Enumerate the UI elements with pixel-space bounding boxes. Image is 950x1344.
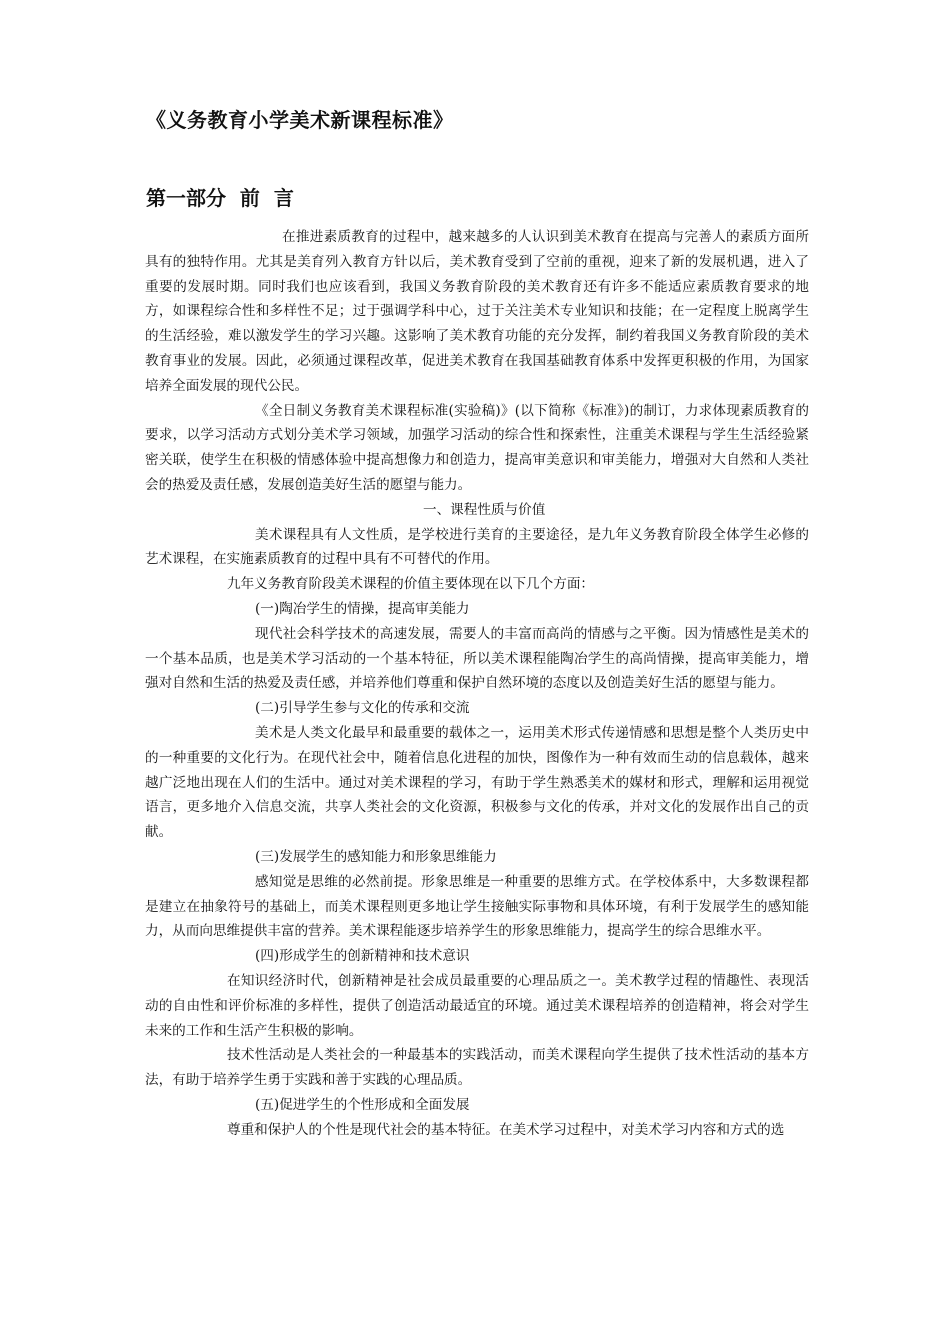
document-body xyxy=(145,225,809,1142)
paragraph-heading: (二)引导学生参与文化的传承和交流 xyxy=(255,700,470,717)
paragraph: 技术性活动是人类社会的一种最基本的实践活动，而美术课程向学生提供了技术性活动的基本方法，有助于培养学生勇于实践和善于实践的心理品质。 xyxy=(145,1047,809,1089)
paragraph-heading: (三)发展学生的感知能力和形象思维能力 xyxy=(255,848,497,865)
paragraph-heading: (五)促进学生的个性形成和全面发展 xyxy=(255,1096,470,1113)
paragraph-heading: (一)陶冶学生的情操，提高审美能力 xyxy=(255,600,470,617)
paragraph-heading: 一、课程性质与价值 xyxy=(423,501,546,518)
paragraph: 美术课程具有人文性质，是学校进行美育的主要途径，是九年义务教育阶段全体学生必修的艺术课程，在实施素质教育的过程中具有不可替代的作用。 xyxy=(145,526,809,568)
paragraph: 美术是人类文化最早和最重要的载体之一，运用美术形式传递情感和思想是整个人类历史中的一种重要的文化行为。在现代社会中，随着信息化进程的加快，图像作为一种有效而生动的信息载体，越来越广泛地出现在人们的生活中。通过对美术课程的学习，有助于学生熟悉美术的媒材和形式，理解和运用视觉语言，更多地介入信息交流，共享人类社会的文化资源，积极参与文化的传承，并对文化的发展作出自己的贡献。 xyxy=(145,724,809,841)
paragraph: 《全日制义务教育美术课程标准(实验稿)》(以下简称《标准》)的制订，力求体现素质教育的要求，以学习活动方式划分美术学习领域，加强学习活动的综合性和探索性，注重美术课程与学生生活经验紧密关联，使学生在积极的情感体验中提高想像力和创造力，提高审美意识和审美能力，增强对大自然和人类社会的热爱及责任感，发展创造美好生活的愿望与能力。 xyxy=(145,402,809,493)
paragraph: 感知觉是思维的必然前提。形象思维是一种重要的思维方式。在学校体系中，大多数课程都是建立在抽象符号的基础上，而美术课程则更多地让学生接触实际事物和具体环境，有利于发展学生的感知能力，从而向思维提供丰富的营养。美术课程能逐步培养学生的形象思维能力，提高学生的综合思维水平。 xyxy=(145,873,809,940)
paragraph: 尊重和保护人的个性是现代社会的基本特征。在美术学习过程中，对美术学习内容和方式的选 xyxy=(227,1121,785,1138)
document-title: 《义务教育小学美术新课程标准》 xyxy=(146,108,454,132)
paragraph: 在知识经济时代，创新精神是社会成员最重要的心理品质之一。美术教学过程的情趣性、表现活动的自由性和评价标准的多样性，提供了创造活动最适宜的环境。通过美术课程培养的创造精神，将会对学生未来的工作和生活产生积极的影响。 xyxy=(145,972,809,1039)
paragraph: 在推进素质教育的过程中，越来越多的人认识到美术教育在提高与完善人的素质方面所具有的独特作用。尤其是美育列入教育方针以后，美术教育受到了空前的重视，迎来了新的发展机遇，进入了重要的发展时期。同时我们也应该看到，我国义务教育阶段的美术教育还有许多不能适应素质教育要求的地方，如课程综合性和多样性不足；过于强调学科中心，过于关注美术专业知识和技能；在一定程度上脱离学生的生活经验，难以激发学生的学习兴趣。这影响了美术教育功能的充分发挥，制约着我国义务教育阶段的美术教育事业的发展。因此，必须通过课程改革，促进美术教育在我国基础教育体系中发挥更积极的作用，为国家培养全面发展的现代公民。 xyxy=(145,229,809,394)
paragraph-heading: (四)形成学生的创新精神和技术意识 xyxy=(255,948,470,965)
paragraph: 九年义务教育阶段美术课程的价值主要体现在以下几个方面： xyxy=(227,576,595,593)
section-title: 第一部分 前 言 xyxy=(146,186,294,210)
paragraph: 现代社会科学技术的高速发展，需要人的丰富而高尚的情感与之平衡。因为情感性是美术的一个基本品质，也是美术学习活动的一个基本特征，所以美术课程能陶冶学生的高尚情操，提高审美能力，增强对自然和生活的热爱及责任感，并培养他们尊重和保护自然环境的态度以及创造美好生活的愿望与能力。 xyxy=(145,625,809,692)
